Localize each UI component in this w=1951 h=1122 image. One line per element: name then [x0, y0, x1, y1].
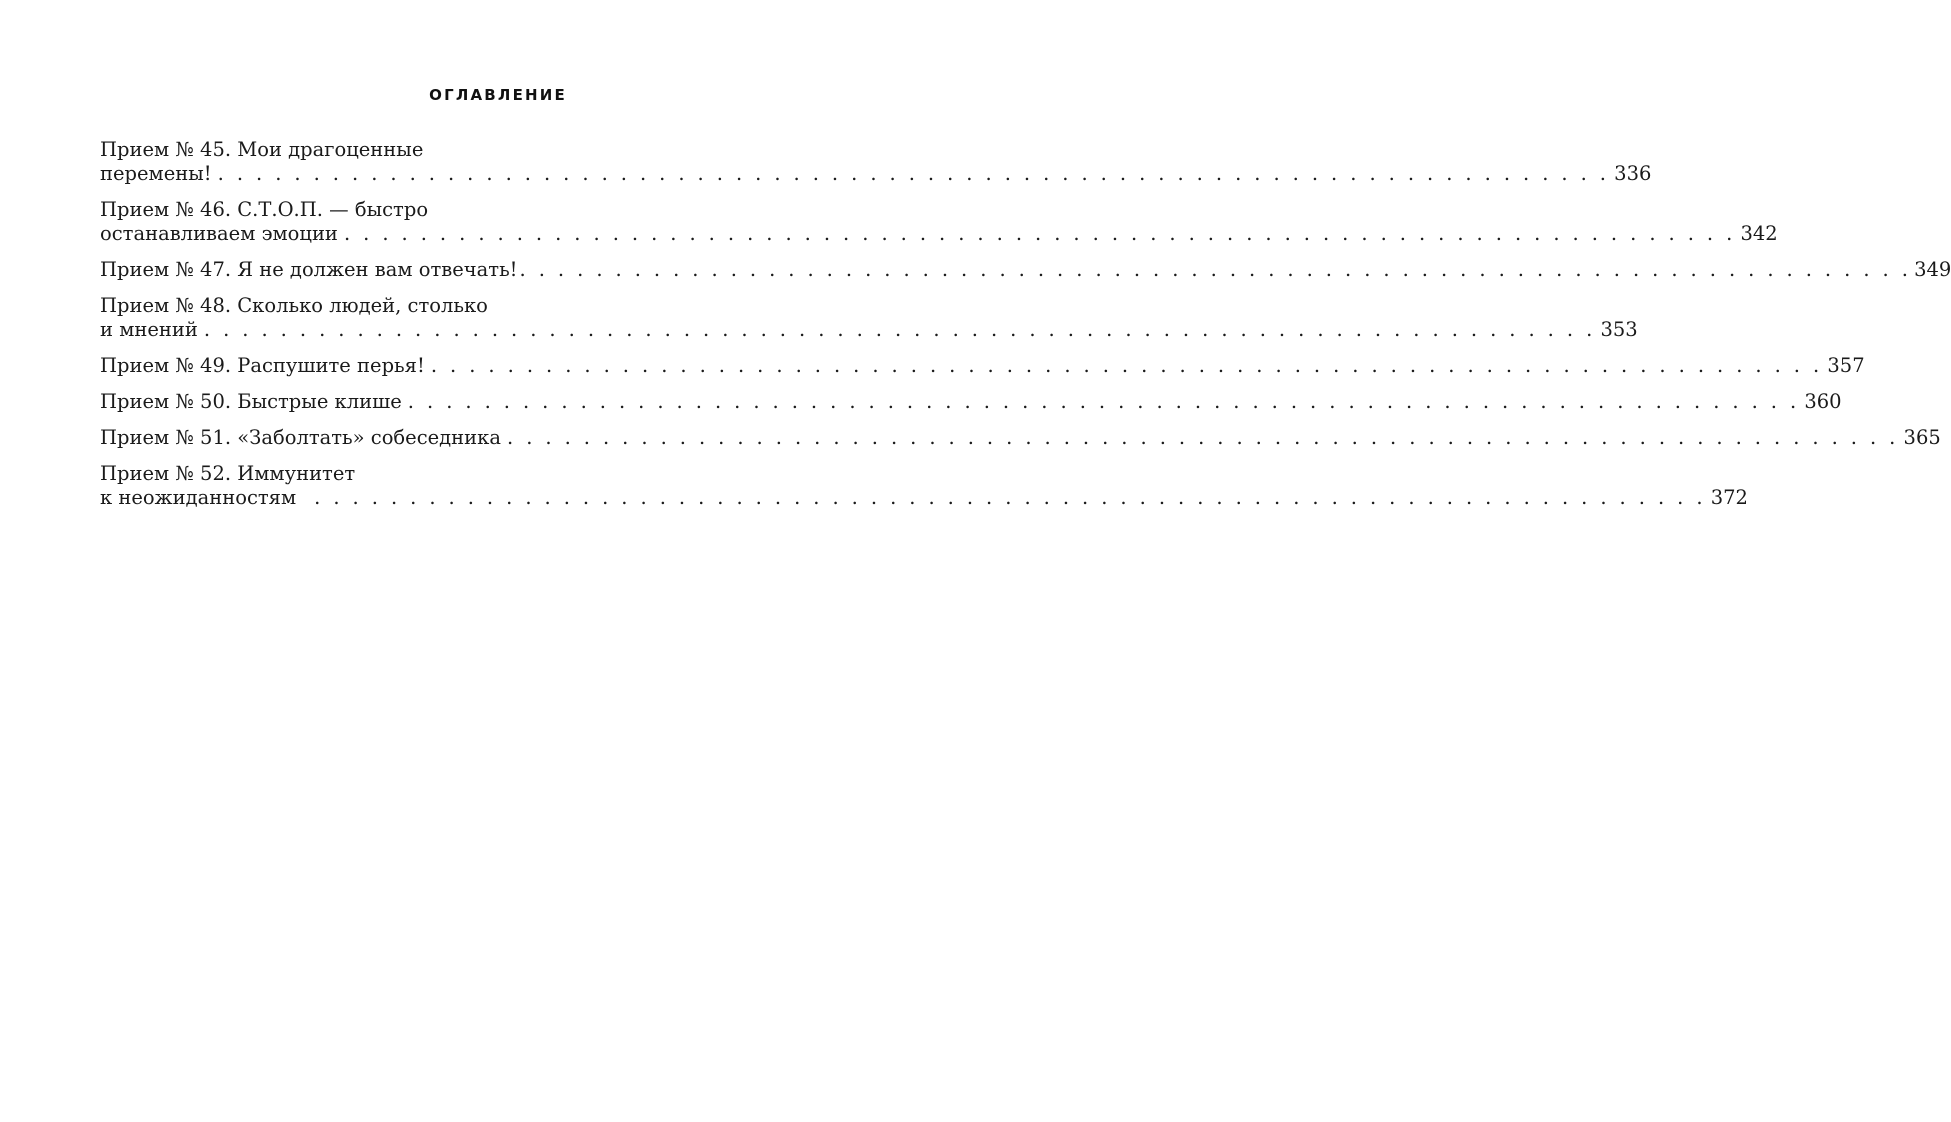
toc-entry-title-line2: останавливаем эмоции: [100, 222, 338, 245]
toc-page-number: 336: [1614, 162, 1652, 185]
toc-entry-line: [100, 426, 1941, 450]
toc-entry-title-line2: и мнений: [100, 318, 198, 341]
toc-entry-line: [100, 354, 1865, 378]
toc-entry-line: [100, 162, 1652, 186]
toc-entry-line: [100, 222, 1778, 246]
toc-page-number: 365: [1903, 426, 1941, 449]
toc-page-number: 372: [1710, 486, 1748, 509]
toc-entry-title: Прием № 47. Я не должен вам отвечать!: [100, 258, 518, 281]
toc-entry-51[interactable]: [100, 426, 1941, 450]
toc-page-number: 360: [1804, 390, 1842, 413]
toc-entry-line: [100, 138, 566, 162]
toc-entry-47[interactable]: [100, 258, 1951, 282]
dot-leader: [402, 390, 1804, 414]
toc-entry-line: [100, 390, 1842, 414]
toc-entry-46[interactable]: [100, 198, 1778, 246]
dot-leader: [296, 486, 1710, 510]
toc-page-number: 349: [1914, 258, 1951, 281]
toc-entry-line: [100, 294, 566, 318]
toc-entry-48[interactable]: [100, 294, 1638, 342]
toc-entry-title-line1: Прием № 52. Иммунитет: [100, 462, 356, 485]
dot-leader: [425, 354, 1827, 378]
table-of-contents: [100, 138, 1951, 522]
toc-entry-title-line1: Прием № 48. Сколько людей, столько: [100, 294, 488, 317]
toc-page-number: 353: [1600, 318, 1638, 341]
toc-entry-title-line1: Прием № 46. С.Т.О.П. — быстро: [100, 198, 429, 221]
toc-entry-50[interactable]: [100, 390, 1842, 414]
toc-entry-line: [100, 318, 1638, 342]
toc-entry-title-line2: к неожиданностям: [100, 486, 297, 509]
running-header: ОГЛАВЛЕНИЕ: [429, 86, 567, 104]
toc-page-number: 342: [1740, 222, 1778, 245]
dot-leader: [501, 426, 1903, 450]
dot-leader: [518, 258, 1914, 282]
dot-leader: [198, 318, 1600, 342]
toc-entry-title: Прием № 50. Быстрые клише: [100, 390, 402, 413]
toc-entry-45[interactable]: [100, 138, 1652, 186]
dot-leader: [212, 162, 1614, 186]
dot-leader: [338, 222, 1740, 246]
toc-page-number: 357: [1827, 354, 1865, 377]
toc-entry-line: [100, 258, 1951, 282]
toc-entry-line: [100, 486, 1748, 510]
toc-entry-line: [100, 462, 566, 486]
toc-entry-title-line1: Прием № 45. Мои драгоценные: [100, 138, 424, 161]
toc-entry-title: Прием № 51. «Заболтать» собеседника: [100, 426, 501, 449]
toc-entry-52[interactable]: [100, 462, 1748, 510]
toc-entry-49[interactable]: [100, 354, 1865, 378]
toc-entry-title-line2: перемены!: [100, 162, 212, 185]
toc-entry-line: [100, 198, 566, 222]
toc-entry-title: Прием № 49. Распушите перья!: [100, 354, 425, 377]
